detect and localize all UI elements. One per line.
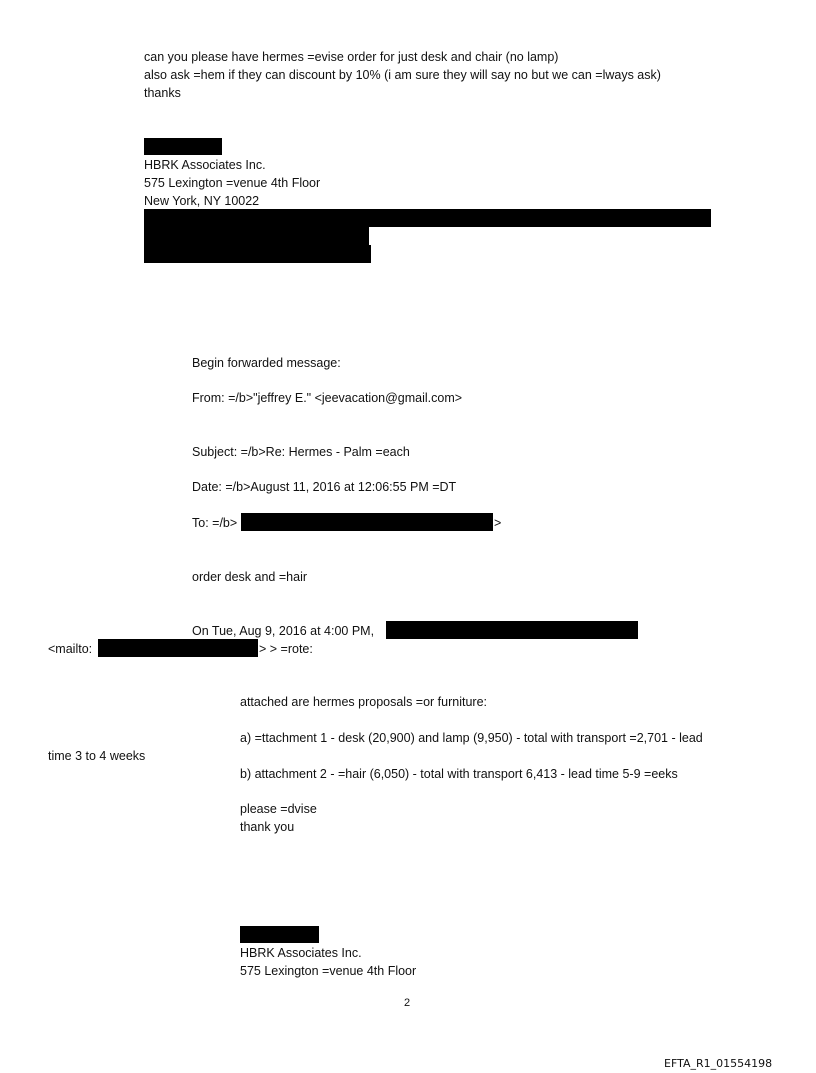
quoted-on-line: On Tue, Aug 9, 2016 at 4:00 PM,	[192, 624, 375, 638]
redacted-recipient	[241, 513, 493, 531]
quoted-item-b: b) attachment 2 - =hair (6,050) - total with transport 6,413 - lead time 5-9 =eeks	[240, 767, 678, 781]
forward-header: Begin forwarded message:	[192, 356, 341, 370]
forward-to-suffix: >	[494, 516, 502, 530]
redacted-quoted-sender	[386, 621, 638, 639]
signature-2-company: HBRK Associates Inc.	[240, 946, 362, 960]
forward-subject: Subject: =/b>Re: Hermes - Palm =each	[192, 445, 410, 459]
redacted-sender-name	[144, 138, 222, 155]
quoted-item-a: a) =ttachment 1 - desk (20,900) and lamp (9,950) - total with transport =2,701 - lead	[240, 731, 703, 745]
message-line-3: thanks	[144, 86, 181, 100]
quoted-intro: attached are hermes proposals =or furniture:	[240, 695, 488, 709]
redacted-sender-name-2	[240, 926, 319, 943]
signature-city: New York, NY 10022	[144, 194, 260, 208]
quoted-thanks: thank you	[240, 820, 295, 834]
document-id: EFTA_R1_01554198	[664, 1057, 773, 1070]
quoted-mailto-prefix: <mailto:	[48, 642, 93, 656]
signature-company: HBRK Associates Inc.	[144, 158, 266, 172]
signature-2-address: 575 Lexington =venue 4th Floor	[240, 964, 417, 978]
quoted-item-a-continued: time 3 to 4 weeks	[48, 749, 146, 763]
redacted-block-line-1	[144, 209, 711, 227]
redacted-block-line-3	[144, 245, 371, 263]
forward-to-prefix: To: =/b>	[192, 516, 238, 530]
quoted-mailto-suffix: > > =rote:	[259, 642, 313, 656]
quoted-advise: please =dvise	[240, 802, 317, 816]
message-line-2: also ask =hem if they can discount by 10% (i am sure they will say no but we can =lways ask)	[144, 68, 661, 82]
forward-date: Date: =/b>August 11, 2016 at 12:06:55 PM =DT	[192, 480, 457, 494]
forward-body: order desk and =hair	[192, 570, 308, 584]
page-number: 2	[404, 997, 411, 1009]
message-line-1: can you please have hermes =evise order for just desk and chair (no lamp)	[144, 50, 559, 64]
redacted-block-line-2	[144, 227, 369, 245]
forward-from: From: =/b>"jeffrey E." <jeevacation@gmail.com>	[192, 391, 463, 405]
signature-address: 575 Lexington =venue 4th Floor	[144, 176, 321, 190]
redacted-mailto-address	[98, 639, 258, 657]
